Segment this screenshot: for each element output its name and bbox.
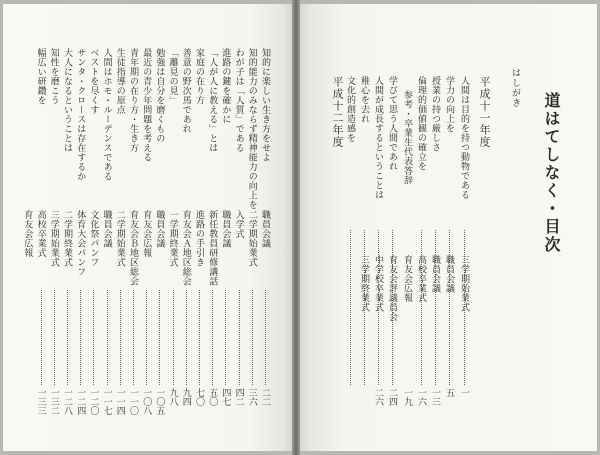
toc-page-number: 四七 <box>220 388 231 406</box>
toc-page-number: 五 <box>444 388 454 397</box>
dot-leader <box>93 290 94 385</box>
toc-page-number: 九四 <box>180 388 191 406</box>
toc-entry-title: 進路の鍵を確かに <box>220 48 231 124</box>
toc-page-number: 七〇 <box>194 388 204 406</box>
toc-occasion: 二学期始業式 <box>246 210 257 267</box>
toc-page-number: 一〇五 <box>154 388 165 415</box>
toc-occasion: 三学期始業式 <box>459 255 469 312</box>
toc-occasion: 職員会議 <box>101 210 112 248</box>
dot-leader <box>146 290 147 385</box>
toc-occasion: 育友会Ｂ地区総会 <box>128 210 138 286</box>
dot-leader <box>199 290 200 385</box>
toc-entry-title: 善意の野次馬であれ <box>180 48 191 134</box>
toc-entry-title: 学びて思う人間であれ <box>387 76 397 171</box>
toc-page-number: 九八 <box>167 388 178 406</box>
toc-entry-title: わが子は「人質」である <box>233 48 244 153</box>
toc-page-number: 一〇八 <box>141 388 152 415</box>
toc-occasion: 育友会広報 <box>402 255 412 303</box>
toc-page-number: 一三二 <box>48 388 59 415</box>
toc-occasion: 中学校卒業式 <box>373 255 383 312</box>
toc-entry-title: 知性を磨こう <box>48 48 59 105</box>
toc-occasion: 新任教員研修講話 <box>207 210 218 286</box>
toc-page-number: 三六 <box>246 388 257 406</box>
dot-leader <box>159 290 160 385</box>
dot-leader <box>41 290 42 385</box>
toc-entry-title: 人間はホモ・ルーデンスである <box>101 48 112 181</box>
dot-leader <box>67 290 68 385</box>
toc-entry-title: 知的能力のみならず精神能力の向上を <box>246 48 257 210</box>
dot-leader <box>107 290 108 385</box>
year-heading-h11: 平成十一年度 <box>478 76 491 148</box>
dot-leader <box>80 290 81 385</box>
dot-leader <box>186 290 187 385</box>
toc-page-number: 四二 <box>233 388 244 406</box>
toc-page-number: 一六 <box>416 388 426 406</box>
toc-page-number: 二四 <box>387 388 397 406</box>
book-gutter <box>292 0 300 455</box>
dot-leader <box>54 290 55 385</box>
toc-entry-title: 「離見の見」 <box>167 48 178 105</box>
toc-page-number: 一九 <box>402 388 412 406</box>
toc-page-number: 一三 <box>430 388 440 406</box>
toc-entry-title: 勉強は自分を磨くもの <box>154 48 165 143</box>
toc-occasion: 文化祭パンフ <box>88 210 99 267</box>
preface-label: はしがき <box>510 68 520 108</box>
toc-page-number: 一一四 <box>114 388 125 415</box>
dot-leader <box>225 290 226 385</box>
toc-entry-title: サンタ・クロースは存在するか <box>75 48 86 181</box>
toc-entry-title: 授業の持つ厳しさ <box>430 76 440 152</box>
toc-occasion: 育友会広報 <box>141 210 152 258</box>
toc-entry-title: 倫理的価値観の確立を <box>416 76 426 171</box>
toc-entry-title: 家庭の在り方 <box>194 48 204 105</box>
toc-entry-title: 大人になるということは <box>62 48 72 153</box>
toc-entry-title: 生徒指導の原点 <box>114 48 125 115</box>
year-heading-h12: 平成十二年度 <box>331 76 344 148</box>
dot-leader <box>120 290 121 385</box>
dot-leader <box>212 290 213 385</box>
toc-entry-title: 知的に楽しい生き方をせよ <box>260 48 270 162</box>
toc-occasion: 育友会広報 <box>22 210 33 258</box>
toc-page-number: 一一〇 <box>128 388 138 415</box>
dot-leader <box>173 290 174 385</box>
toc-occasion: 入学式 <box>233 210 244 239</box>
dot-leader <box>350 230 351 385</box>
toc-occasion: 進路の手引き <box>194 210 204 267</box>
toc-occasion: 職員会議 <box>260 210 270 248</box>
toc-page-number: 一二四 <box>75 388 86 415</box>
toc-occasion: 職員会議 <box>154 210 165 248</box>
toc-occasion: 三学期終業式 <box>359 255 369 312</box>
toc-occasion: 職員会議 <box>430 255 440 293</box>
toc-page-number: 一二八 <box>62 388 72 415</box>
dot-leader <box>239 290 240 385</box>
toc-page-number: 五〇 <box>207 388 218 406</box>
toc-entry-title: 稚心を去れ <box>359 76 369 124</box>
toc-occasion: 職員会議 <box>444 255 454 293</box>
toc-page-number: 一 <box>459 388 469 397</box>
toc-entry-title: 文化的創造感を <box>345 76 355 143</box>
dot-leader <box>449 230 450 385</box>
toc-entry-title: 「人が人に教える」とは <box>207 48 218 153</box>
toc-occasion: 育友会評議員会 <box>387 255 397 322</box>
toc-entry-title: 最近の青少年問題を考える <box>141 48 152 162</box>
book-title: 道はてしなく・目次 <box>542 92 561 254</box>
toc-entry-title: 幅広い研鑽を <box>35 48 46 105</box>
toc-entry-title: 人間は目的を持つ動物である <box>459 76 469 200</box>
toc-occasion: 高校卒業式 <box>416 255 426 303</box>
toc-occasion: 職員会議 <box>220 210 231 248</box>
toc-occasion: 体育大会パンフ <box>75 210 86 277</box>
toc-page-number: 二六 <box>373 388 383 406</box>
toc-occasion: 一学期終業式 <box>167 210 178 267</box>
toc-page-number: 一一七 <box>101 388 112 415</box>
dot-leader <box>435 230 436 385</box>
dot-leader <box>421 230 422 385</box>
toc-entry-title: 人間が成長するということは <box>373 76 383 200</box>
toc-occasion: 高校卒業式 <box>35 210 46 258</box>
toc-page-number: 二二 <box>260 388 270 406</box>
toc-entry-title: 学力の向上を <box>444 76 454 133</box>
dot-leader <box>265 290 266 385</box>
toc-entry-title: 参考・卒業生代表答辞 <box>402 90 412 185</box>
toc-entry-title: 青年期の在り方・生き方 <box>128 48 138 153</box>
dot-leader <box>133 290 134 385</box>
toc-entry-title: ベストを尽くす <box>88 48 99 115</box>
toc-occasion: 二学期始業式 <box>114 210 125 267</box>
toc-occasion: 育友会Ａ地区総会 <box>180 210 191 286</box>
toc-page-number: 一二〇 <box>88 388 99 415</box>
dot-leader <box>252 290 253 385</box>
toc-occasion: 二学期終業式 <box>62 210 72 267</box>
toc-page-number: 一三三 <box>35 388 46 415</box>
toc-occasion: 三学期始業式 <box>48 210 59 267</box>
